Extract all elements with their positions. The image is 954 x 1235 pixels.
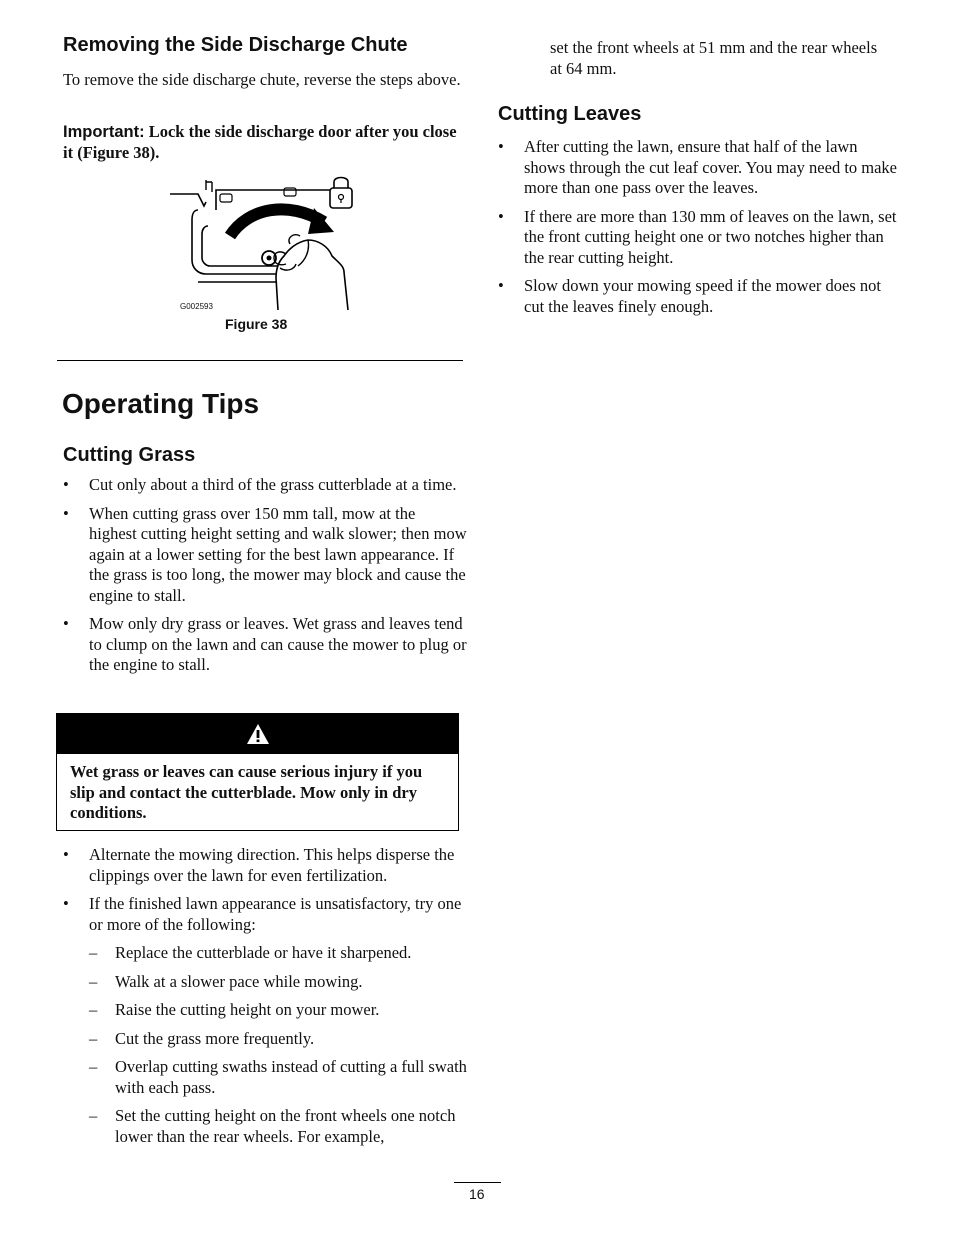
- section-heading-removing-chute: Removing the Side Discharge Chute: [63, 34, 408, 56]
- list-item: [63, 894, 467, 1147]
- list-item-text: If the finished lawn appearance is unsatisfactory, try one or more of the following:: [89, 894, 462, 934]
- cutting-grass-list: [63, 475, 467, 684]
- list-item: • Mow only dry grass or leaves. Wet grass and leaves tend to clump on the lawn and can cause the mower to plug or the engine to stall.: [63, 614, 467, 676]
- list-item: • Alternate the mowing direction. This helps disperse the clippings over the lawn for even fertilization.: [63, 845, 467, 886]
- list-item: • If there are more than 130 mm of leaves on the lawn, set the front cutting height one or two notches higher than the rear cutting height.: [498, 207, 902, 269]
- list-item: • When cutting grass over 150 mm tall, mow at the highest cutting height setting and walk slower; then mow again at a lower setting for the best lawn appearance. If the grass is too long, the mower may block and cause the engine to stall.: [63, 504, 467, 607]
- page-title-operating-tips: Operating Tips: [62, 388, 260, 419]
- sublist-item: – Replace the cutterblade or have it sharpened.: [89, 943, 467, 964]
- sublist-item: – Walk at a slower pace while mowing.: [89, 972, 467, 993]
- figure-38-illustration: [168, 170, 358, 312]
- warning-text: Wet grass or leaves can cause serious injury if you slip and contact the cutterblade. Mow only in dry conditions.: [70, 762, 423, 822]
- section-divider: [57, 360, 463, 361]
- cutting-grass-list-continued: [63, 845, 467, 1155]
- removing-chute-body: To remove the side discharge chute, reverse the steps above.: [63, 70, 461, 89]
- figure-code: G002593: [180, 302, 213, 311]
- important-label: Important:: [63, 123, 145, 141]
- list-item: • Cut only about a third of the grass cutterblade at a time.: [63, 475, 467, 496]
- important-text: Lock the side discharge door after you close it (Figure 38).: [63, 122, 457, 162]
- sublist-item: – Raise the cutting height on your mower.: [89, 1000, 467, 1021]
- warning-box: [56, 713, 459, 831]
- cutting-leaves-list: [498, 137, 902, 325]
- sublist-item: – Cut the grass more frequently.: [89, 1029, 467, 1050]
- list-item: • Slow down your mowing speed if the mower does not cut the leaves finely enough.: [498, 276, 902, 317]
- section-heading-cutting-leaves: Cutting Leaves: [498, 103, 642, 125]
- suggestion-sublist: [89, 943, 467, 1147]
- figure-caption: Figure 38: [225, 316, 288, 332]
- important-note: [63, 122, 467, 163]
- page-number: 16: [469, 1186, 485, 1202]
- sublist-item: – Overlap cutting swaths instead of cutting a full swath with each pass.: [89, 1057, 467, 1098]
- section-heading-cutting-grass: Cutting Grass: [63, 444, 196, 466]
- footer-rule: [454, 1182, 501, 1183]
- continued-sublist-text: set the front wheels at 51 mm and the rear wheels at 64 mm.: [550, 38, 878, 78]
- warning-triangle-icon: [246, 723, 270, 745]
- list-item: • After cutting the lawn, ensure that half of the lawn shows through the cut leaf cover. You may need to make more than one pass over the leaves.: [498, 137, 902, 199]
- warning-header: [57, 714, 458, 754]
- sublist-item: – Set the cutting height on the front wheels one notch lower than the rear wheels. For example,: [89, 1106, 467, 1147]
